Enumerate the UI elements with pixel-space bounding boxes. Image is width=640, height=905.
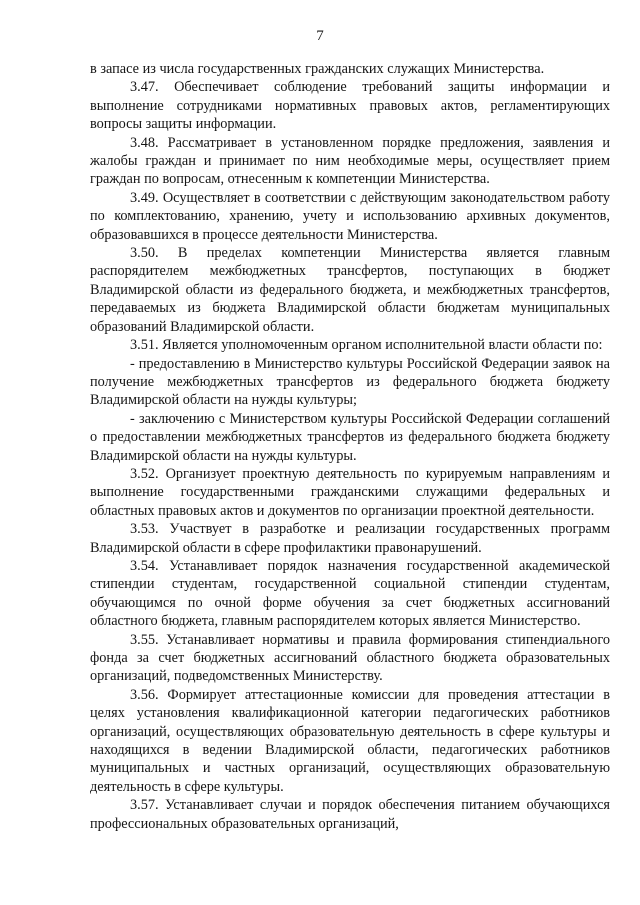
paragraph-3-47: 3.47. Обеспечивает соблюдение требований защиты информации и выполнение сотрудниками нормативных правовых актов, регламентирующих вопросы защиты информации. bbox=[90, 79, 610, 133]
paragraph-3-57: 3.57. Устанавливает случаи и порядок обеспечения питанием обучающихся профессиональных образовательных организаций, bbox=[90, 797, 610, 832]
paragraph-continuation: в запасе из числа государственных гражданских служащих Министерства. bbox=[90, 61, 545, 77]
list-item-3-51-a: - предоставлению в Министерство культуры Российской Федерации заявок на получение межбюджетных трансфертов из федерального бюджета бюджету Владимирской области на нужды культуры; bbox=[90, 355, 610, 409]
paragraph-3-50: 3.50. В пределах компетенции Министерства является главным распорядителем межбюджетных трансфертов, поступающих в бюджет Владимирской области из федерального бюджета, и межбюджетных трансфертов, передаваемых из бюджета Владимирской области бюджетам муниципальных образований Владимирской области. bbox=[90, 245, 610, 335]
document-body bbox=[90, 60, 610, 833]
paragraph-3-55: 3.55. Устанавливает нормативы и правила формирования стипендиального фонда за счет бюджетных ассигнований областного бюджета образовательных организаций, подведомственных Министерству. bbox=[90, 631, 610, 685]
list-item-3-51-b: - заключению с Министерством культуры Российской Федерации соглашений о предоставлении межбюджетных трансфертов из федерального бюджета бюджету Владимирской области на нужды культуры. bbox=[90, 410, 610, 464]
paragraph-3-48: 3.48. Рассматривает в установленном порядке предложения, заявления и жалобы граждан и принимает по ним необходимые меры, осуществляет прием граждан по вопросам, отнесенным к компетенции Министерства. bbox=[90, 134, 610, 188]
paragraph-3-52: 3.52. Организует проектную деятельность по курируемым направлениям и выполнение государственными гражданскими служащими федеральных и областных правовых актов и документов по организации проектной деятельности. bbox=[90, 465, 610, 519]
paragraph-3-54: 3.54. Устанавливает порядок назначения государственной академической стипендии студентам, государственной социальной стипендии студентам, обучающимся по очной форме обучения за счет бюджетных ассигнований областного бюджета, главным распорядителем которых является Министерство. bbox=[90, 557, 610, 630]
paragraph-3-56: 3.56. Формирует аттестационные комиссии для проведения аттестации в целях установления квалификационной категории педагогических работников организаций, осуществляющих образовательную деятельность в сфере культуры и находящихся в ведении Владимирской области, педагогических работников муниципальных и частных организаций, осуществляющих образовательную деятельность в сфере культуры. bbox=[90, 686, 610, 795]
page-number: 7 bbox=[316, 28, 324, 44]
paragraph-3-51: 3.51. Является уполномоченным органом исполнительной власти области по: bbox=[130, 337, 603, 354]
paragraph-3-53: 3.53. Участвует в разработке и реализации государственных программ Владимирской области в сфере профилактики правонарушений. bbox=[90, 521, 610, 556]
paragraph-3-49: 3.49. Осуществляет в соответствии с действующим законодательством работу по комплектованию, хранению, учету и использованию архивных документов, образовавшихся в процессе деятельности Министерства. bbox=[90, 189, 610, 243]
